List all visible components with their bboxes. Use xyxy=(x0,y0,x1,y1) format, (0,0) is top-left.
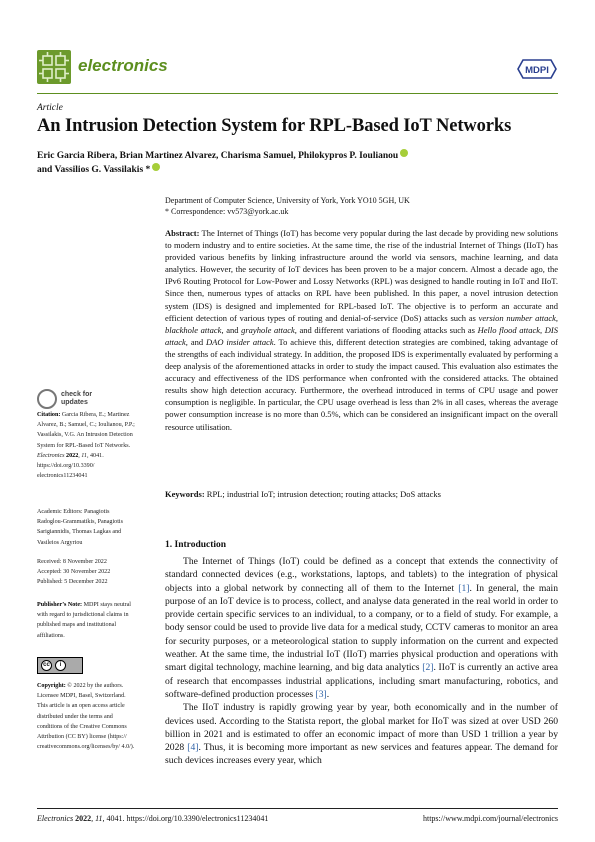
paragraph xyxy=(165,555,558,701)
abstract-text: , and xyxy=(221,324,242,335)
journal-name: electronics xyxy=(78,56,168,75)
paragraph-text: . Thus, it is becoming more important as new services and features appear. The demand for such devices increases every year, which xyxy=(165,742,558,767)
publisher-note xyxy=(37,600,135,641)
citation-link[interactable]: [3] xyxy=(315,688,327,700)
citation-doi[interactable]: , 4041. https://doi.org/10.3390/ electronics11234041 xyxy=(37,452,104,480)
citation-journal: Electronics xyxy=(37,452,65,459)
dates-block xyxy=(37,557,135,588)
abstract-text: . To achieve this, different detection strategies are combined, taking advantage of the strengths of each individual strategy. In addition, the proposed IDS is experimentally evaluated by performing a deep analysis of the aforementioned attacks in order to study the impact caused. This evaluation also estimates the accuracy and effectiveness of the IDS performance when confronted with the considered attacks. The obtained results show high detection accuracy. Furthermore, the overhead introduced in terms of CPU usage and power consumption is negligible. In particular, the CPU usage overhead is less than 2% in all cases, whereas the average power consumption increase is no more than 0.5%, which can be considered an insignificant impact on the overall resource utilisation. xyxy=(165,336,558,432)
citation-link[interactable]: [1] xyxy=(458,582,470,594)
abstract-emphasis: DAO insider attack xyxy=(206,336,274,347)
footer-year: 2022 xyxy=(73,814,92,823)
keywords xyxy=(165,489,558,499)
editors-text: Panagiotis Radoglou-Grammatikis, Panagiotis Sarigiannidis, Thomas Lagkas and Vasileios Argyriou xyxy=(37,509,123,546)
accepted-date: Accepted: 30 November 2022 xyxy=(37,569,111,576)
attribution-icon: i xyxy=(55,660,66,671)
check-updates-icon xyxy=(37,389,57,409)
paragraph-text: . xyxy=(326,688,330,700)
keywords-label: Keywords: xyxy=(165,489,205,499)
abstract-text: , xyxy=(555,312,558,323)
paragraph-text: The IIoT industry is rapidly growing year by year, both economically and in the number of devices used. According to the Statista report, the global market for IIoT was sized at over USD 260 billion in 2021 and is estimated to offer an economic impact of more than USD 1 trillion a year by 2028 xyxy=(165,702,558,754)
abstract-emphasis: grayhole attack xyxy=(241,324,295,335)
affiliation xyxy=(165,195,410,217)
cc-license-badge[interactable] xyxy=(37,657,83,674)
citation-text: Garcia Ribera, E.; Martinez Alvarez, B.; Samuel, C.; Ioulianou, P.P.; Vassilakis, V.G. An Intrusion Detection System for RPL-Based IoT Networks. xyxy=(37,412,135,449)
citation-year: 2022 xyxy=(64,452,79,459)
affiliation-department: Department of Computer Science, University of York, York YO10 5GH, UK xyxy=(165,196,410,205)
section-heading: 1. Introduction xyxy=(165,540,227,550)
orcid-icon[interactable] xyxy=(152,163,160,171)
paragraph-text: The Internet of Things (IoT) could be defined as a concept that extends the connectivity of standard connected devices (e.g., workstations, laptops, and tablets) to the integration of physical objects into a global network by connecting all of them to the Internet xyxy=(165,556,558,594)
abstract-emphasis: DIS attack xyxy=(165,324,559,347)
footer-journal: Electronics xyxy=(37,814,74,823)
footer-citation xyxy=(37,814,268,823)
footer-journal-url[interactable]: https://www.mdpi.com/journal/electronics xyxy=(422,814,558,823)
authors-line-1: Eric Garcia Ribera, Brian Martinez Alvarez, Charisma Samuel, Philokypros P. Ioulianou xyxy=(37,151,399,161)
published-date: Published: 5 December 2022 xyxy=(37,579,108,586)
mdpi-logo-text: MDPI xyxy=(525,65,549,76)
academic-editors xyxy=(37,507,135,548)
copyright-label: Copyright: xyxy=(37,683,66,689)
abstract-emphasis: Hello flood attack xyxy=(477,324,541,335)
copyright-block xyxy=(37,681,135,752)
citation-block xyxy=(37,410,135,481)
publisher-note-text: MDPI stays neutral with regard to jurisdictional claims in published maps and institutional affiliations. xyxy=(37,602,131,639)
section-body xyxy=(165,555,558,768)
footer-volume: , 11 xyxy=(91,814,103,823)
abstract-text: , xyxy=(540,324,545,335)
abstract xyxy=(165,227,558,433)
abstract-label: Abstract: xyxy=(165,228,200,238)
article-title: An Intrusion Detection System for RPL-Based IoT Networks xyxy=(37,116,512,136)
article-type: Article xyxy=(37,103,63,113)
editors-label: Academic Editors: xyxy=(37,509,85,515)
paragraph-text: . In general, the main purpose of an IoT device is to process, collect, and analyse data generated in the real world in order to provide certain specific services to an individual, to a company, or to a field of study. For example, a body sensor could be used to provide live data for a medical study, CCTV cameras to monitor an area for security purposes, or a meteorological station to supply information on the current and expected weather. At the same time, the industrial IoT (IIoT) marries physical production and operations with smart digital technology, machine learning, and big data analytics xyxy=(165,582,558,674)
abstract-emphasis: blackhole attack xyxy=(165,324,222,335)
citation-link[interactable]: [4] xyxy=(187,742,199,754)
abstract-text: , and different variations of flooding attacks such as xyxy=(294,324,478,335)
abstract-text: , and xyxy=(185,336,206,347)
cc-icon: cc xyxy=(41,660,52,671)
header-rule xyxy=(37,93,558,94)
journal-logo-icon xyxy=(37,50,71,84)
publisher-note-label: Publisher’s Note: xyxy=(37,602,83,608)
abstract-text: The Internet of Things (IoT) has become very popular during the last decade by providing new solutions to modern industry and to entire societies. At the same time, the rise of the industrial Internet of Things (IIoT) has provided various benefits by linking infrastructure around the world via sensors, machine learning, and data analytics. However, the security of IoT devices has been proven to be a major concern. Almost a decade ago, the IPv6 Routing Protocol for Low-Power and Lossy Networks (RPL) was designed to handle routing in IoT and IIoT. Since then, numerous types of attacks on RPL have been published. In this paper, a novel intrusion detection system (IDS) is designed and implemented for RPL-based IoT. The objective is to perform an accurate and efficient detection of various types of routing and denial-of-service (DoS) attacks such as xyxy=(165,228,558,323)
received-date: Received: 8 November 2022 xyxy=(37,559,107,565)
keywords-text: RPL; industrial IoT; intrusion detection; routing attacks; DoS attacks xyxy=(204,489,441,499)
mdpi-logo-icon[interactable] xyxy=(517,58,557,78)
author-list xyxy=(37,149,457,177)
paragraph xyxy=(165,701,558,767)
citation-link[interactable]: [2] xyxy=(422,662,434,674)
footer-doi[interactable]: , 4041. https://doi.org/10.3390/electronics11234041 xyxy=(102,814,269,823)
paragraph-text: . IIoT is currently an active area of research that encompasses industrial applications, including smart manufacturing, robotics, and software-defined production processes xyxy=(165,662,558,700)
authors-line-2: and Vassilios G. Vassilakis * xyxy=(37,165,151,175)
copyright-text: © 2022 by the authors. Licensee MDPI, Basel, Switzerland. This article is an open access article distributed under the terms and conditions of the Creative Commons Attribution (CC BY) license (https:// creativecommons.org/licenses/by/ 4.0/). xyxy=(37,683,135,751)
footer-rule xyxy=(37,808,558,809)
check-updates-line1: check for xyxy=(61,391,93,398)
correspondence: * Correspondence: vv573@york.ac.uk xyxy=(165,207,289,216)
citation-label: Citation: xyxy=(37,412,61,418)
citation-volume: , 11 xyxy=(78,452,87,459)
check-updates-line2: updates xyxy=(61,399,88,406)
abstract-emphasis: version number attack xyxy=(478,312,556,323)
orcid-icon[interactable] xyxy=(400,149,408,157)
